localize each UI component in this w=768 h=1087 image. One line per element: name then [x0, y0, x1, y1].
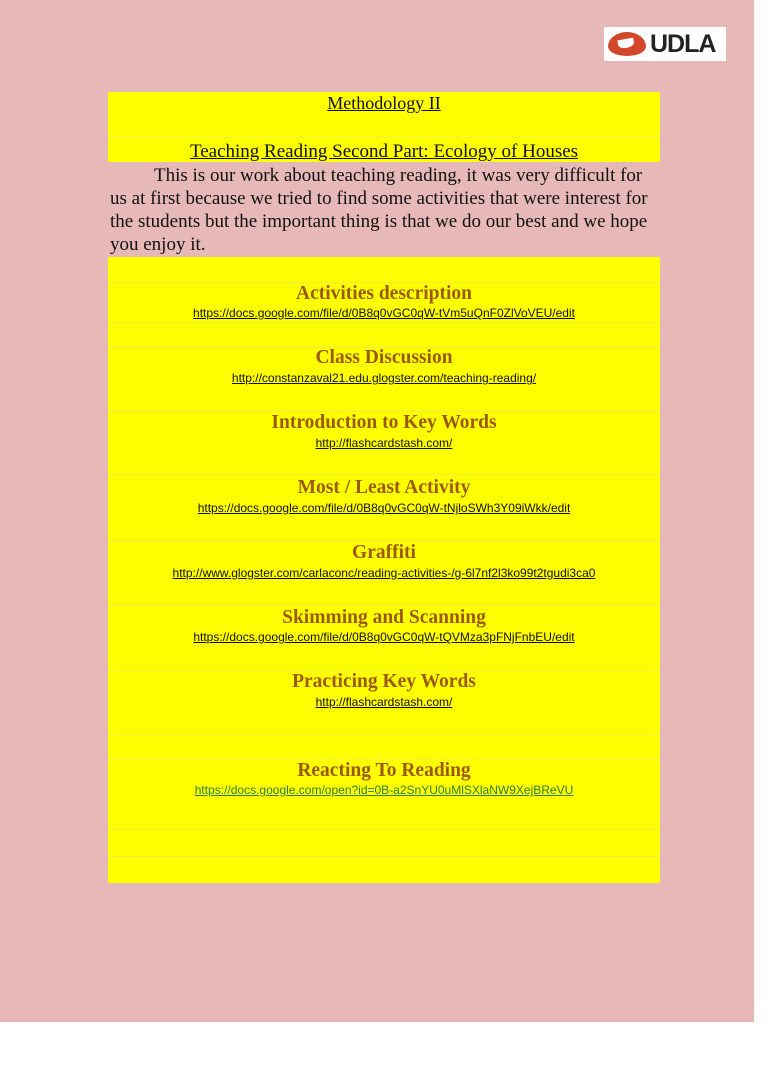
- udla-logo: [604, 27, 726, 61]
- document-title: Methodology II: [327, 93, 441, 113]
- section-heading: Skimming and Scanning: [282, 607, 486, 628]
- section-link[interactable]: https://docs.google.com/open?id=0B-a2SnYU0uMlSXlaNW9XejBReVU: [194, 783, 574, 797]
- grid-line: [108, 604, 660, 605]
- section-link[interactable]: https://docs.google.com/file/d/0B8q0vGC0qW-tQVMza3pFNjFnbEU/edit: [193, 630, 575, 644]
- section-heading: Practicing Key Words: [292, 671, 476, 692]
- section-heading: Introduction to Key Words: [271, 412, 497, 433]
- section-link[interactable]: http://flashcardstash.com/: [315, 695, 453, 709]
- section-heading: Graffiti: [352, 542, 416, 563]
- section-heading: Activities description: [295, 283, 472, 304]
- section-link[interactable]: http://www.glogster.com/carlaconc/reading-activities-/g-6l7nf2l3ko99t2tgudi3ca0: [172, 566, 596, 580]
- section-link[interactable]: http://flashcardstash.com/: [315, 436, 453, 450]
- grid-line: [108, 137, 660, 138]
- grid-line: [108, 474, 660, 475]
- section-heading: Reacting To Reading: [297, 760, 471, 781]
- section-link[interactable]: https://docs.google.com/file/d/0B8q0vGC0qW-tVm5uQnF0ZlVoVEU/edit: [193, 306, 575, 320]
- section-heading: Class Discussion: [315, 347, 453, 368]
- grid-line: [108, 734, 660, 735]
- logo-text: UDLA: [650, 29, 716, 58]
- section-link[interactable]: http://constanzaval21.edu.glogster.com/teaching-reading/: [231, 371, 537, 385]
- udla-logo-mark-icon: [608, 32, 646, 56]
- section-heading: Most / Least Activity: [297, 477, 471, 498]
- grid-line: [108, 758, 660, 759]
- grid-line: [108, 856, 660, 857]
- grid-line: [108, 540, 660, 541]
- intro-paragraph: This is our work about teaching reading, it was very difficult for us at first because we tried to find some activities that were interest for the students but the important thing is that we do our best and we hope you enjoy it.: [110, 165, 648, 255]
- grid-line: [108, 322, 660, 323]
- section-link[interactable]: https://docs.google.com/file/d/0B8q0vGC0qW-tNjloSWh3Y09iWkk/edit: [197, 501, 571, 515]
- grid-line: [108, 829, 660, 830]
- document-subtitle: Teaching Reading Second Part: Ecology of Houses: [189, 141, 579, 162]
